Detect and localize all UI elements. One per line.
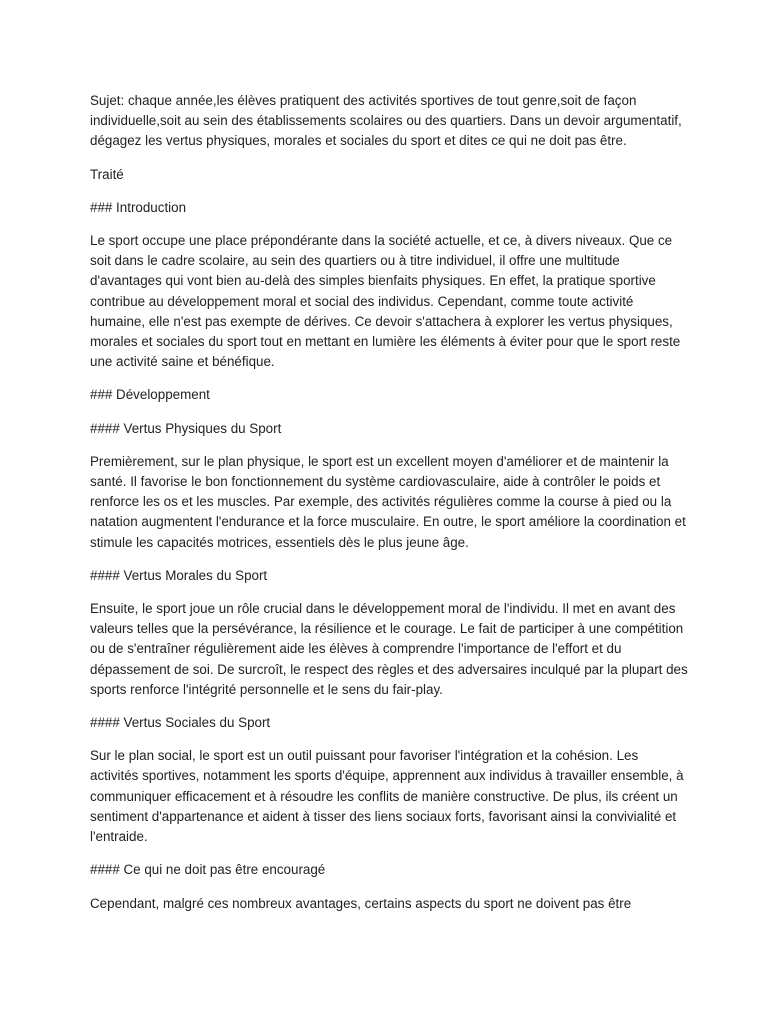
treated-label: Traité xyxy=(90,166,124,182)
heading-ce-qui-ne-doit-pas: #### Ce qui ne doit pas être encouragé xyxy=(90,862,326,878)
heading-developpement: ### Développement xyxy=(90,387,210,403)
heading-vertus-sociales: #### Vertus Sociales du Sport xyxy=(90,715,271,731)
paragraph-vertus-sociales: Sur le plan social, le sport est un outil puissant pour favoriser l'intégration et la cohésion. Les activités sportives, notamment les sports d'équipe, apprennent aux individus à travailler ensemble, à communiquer efficacement et à résoudre les conflits de manière constructive. De plus, ils créent un sentiment d'appartenance et aident à tisser des liens sociaux forts, favorisant ainsi la convivialité et l'entraide. xyxy=(90,748,684,845)
subject-paragraph: Sujet: chaque année,les élèves pratiquent des activités sportives de tout genre,soit de façon individuelle,soit au sein des établissements scolaires ou des quartiers. Dans un devoir argumentatif, dégagez les vertus physiques, morales et sociales du sport et dites ce qui ne doit pas être. xyxy=(90,93,682,149)
heading-vertus-morales: #### Vertus Morales du Sport xyxy=(90,567,268,583)
heading-introduction: ### Introduction xyxy=(90,199,187,215)
paragraph-vertus-morales: Ensuite, le sport joue un rôle crucial dans le développement moral de l'individu. Il met en avant des valeurs telles que la persévérance, la résilience et le courage. Le fait de participer à une compétition ou de s'entraîner régulièrement aide les élèves à comprendre l'importance de l'effort et du dépassement de soi. De surcroît, le respect des règles et des adversaires inculqué par la plupart des sports renforce l'intégrité personnelle et le sens du fair-play. xyxy=(90,601,688,697)
heading-vertus-physiques: #### Vertus Physiques du Sport xyxy=(90,420,282,436)
paragraph-vertus-physiques: Premièrement, sur le plan physique, le sport est un excellent moyen d'améliorer et de maintenir la santé. Il favorise le bon fonctionnement du système cardiovasculaire, aide à contrôler le poids et renforce les os et les muscles. Par exemple, des activités régulières comme la course à pied ou la natation augmentent l'endurance et la force musculaire. En outre, le sport améliore la coordination et stimule les capacités motrices, essentiels dès le plus jeune âge. xyxy=(90,453,686,550)
paragraph-ce-qui-ne-doit-pas: Cependant, malgré ces nombreux avantages, certains aspects du sport ne doivent pas être xyxy=(90,895,632,911)
paragraph-introduction: Le sport occupe une place prépondérante dans la société actuelle, et ce, à divers niveaux. Que ce soit dans le cadre scolaire, au sein des quartiers ou à titre individuel, il offre une multitude d'avantages qui vont bien au-delà des simples bienfaits physiques. En effet, la pratique sportive contribue au développement moral et social des individus. Cependant, comme toute activité humaine, elle n'est pas exempte de dérives. Ce devoir s'attachera à explorer les vertus physiques, morales et sociales du sport tout en mettant en lumière les éléments à éviter pour que le sport reste une activité saine et bénéfique. xyxy=(90,233,681,370)
document-body xyxy=(90,91,690,927)
